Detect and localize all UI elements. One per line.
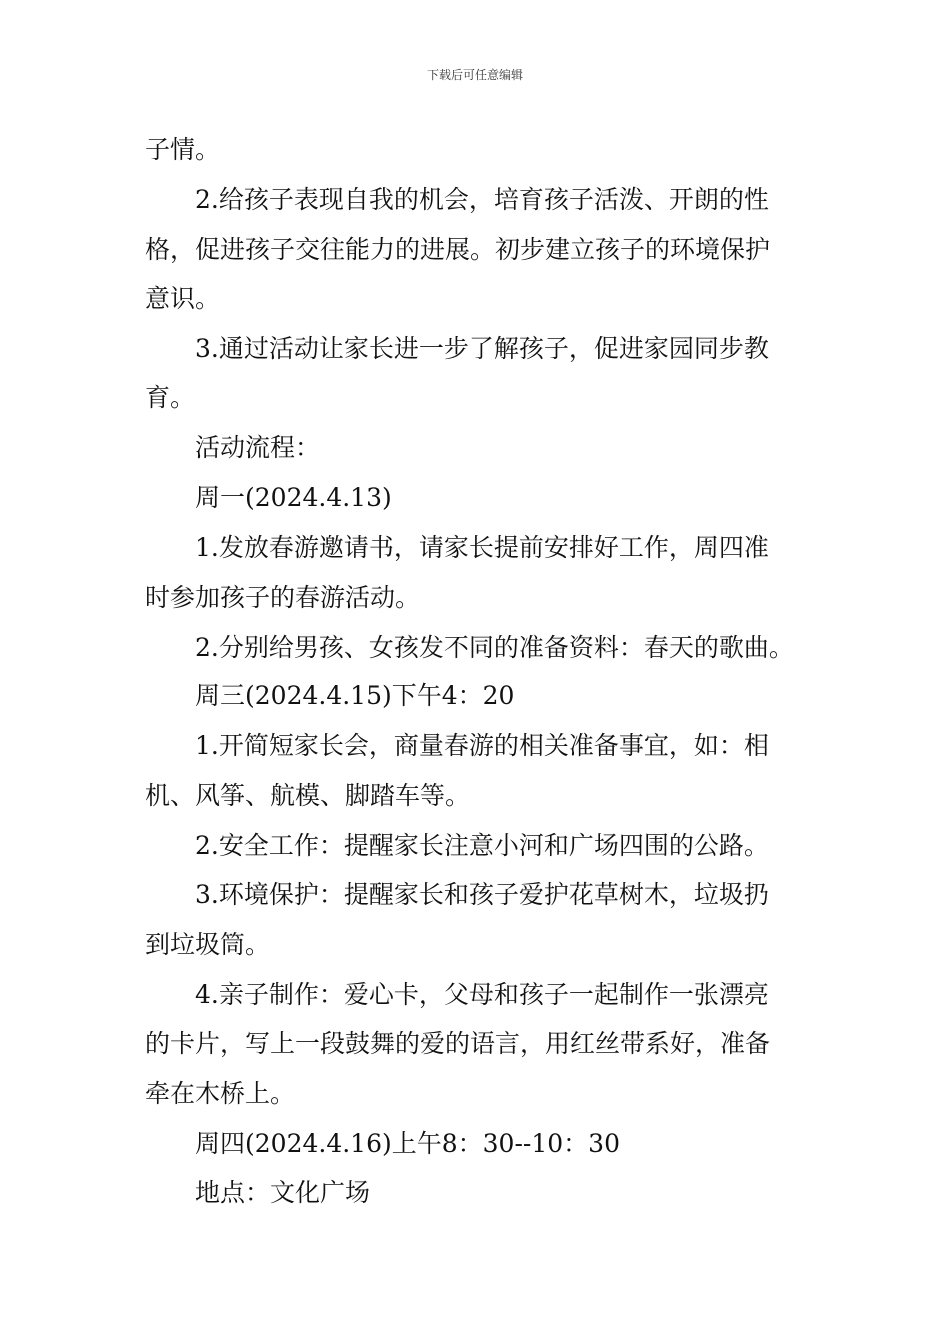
text-line: 周三(2024.4.15)下午4：20: [195, 681, 515, 710]
text-line: 2.安全工作：提醒家长注意小河和广场四围的公路。: [195, 831, 769, 860]
text-line: 格，促进孩子交往能力的进展。初步建立孩子的环境保护: [145, 235, 771, 264]
text-line: 2.分别给男孩、女孩发不同的准备资料：春天的歌曲。: [195, 633, 794, 662]
text-line: 时参加孩子的春游活动。: [145, 583, 421, 612]
text-line: 1.开简短家长会，商量春游的相关准备事宜，如：相: [195, 731, 769, 760]
text-line: 的卡片，写上一段鼓舞的爱的语言，用红丝带系好，准备: [145, 1029, 771, 1058]
text-line: 3.通过活动让家长进一步了解孩子，促进家园同步教: [195, 334, 769, 363]
text-line: 牵在木桥上。: [145, 1079, 296, 1108]
text-line: 1.发放春游邀请书，请家长提前安排好工作，周四准: [195, 533, 769, 562]
text-line: 地点：文化广场: [195, 1178, 371, 1207]
text-line: 意识。: [145, 284, 221, 313]
text-line: 2.给孩子表现自我的机会，培育孩子活泼、开朗的性: [195, 185, 769, 214]
text-line: 子情。: [145, 135, 221, 164]
text-line: 活动流程：: [195, 433, 321, 462]
text-line: 周一(2024.4.13): [195, 483, 392, 512]
text-line: 到垃圾筒。: [145, 930, 271, 959]
text-line: 周四(2024.4.16)上午8：30--10：30: [195, 1129, 620, 1158]
text-line: 机、风筝、航模、脚踏车等。: [145, 781, 471, 810]
text-line: 育。: [145, 383, 196, 412]
text-line: 3.环境保护：提醒家长和孩子爱护花草树木，垃圾扔: [195, 880, 769, 909]
text-line: 4.亲子制作：爱心卡，父母和孩子一起制作一张漂亮: [195, 980, 769, 1009]
page-header: 下载后可任意编辑: [426, 68, 523, 82]
